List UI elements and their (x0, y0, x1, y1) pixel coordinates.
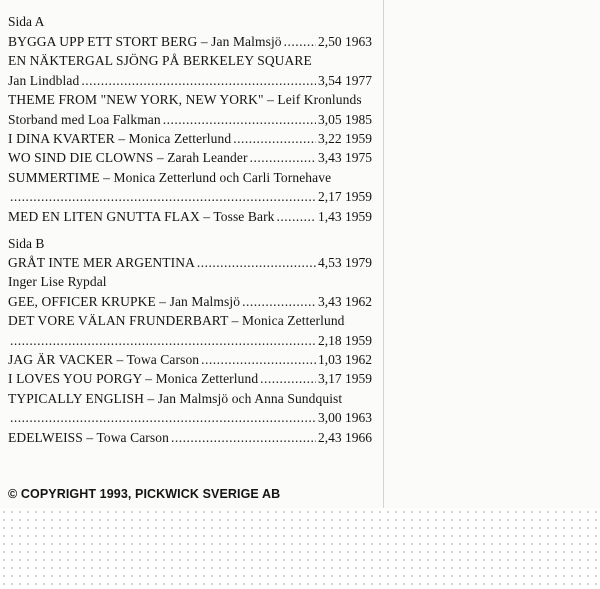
track-text: I LOVES YOU PORGY – Monica Zetterlund (8, 371, 259, 387)
side-b-heading: Sida B (8, 236, 45, 251)
track-line (8, 370, 372, 388)
track-text: THEME FROM "NEW YORK, NEW YORK" – Leif Kronlunds (8, 92, 362, 108)
dot-leader (163, 111, 316, 129)
track-line (8, 409, 372, 427)
track-line (8, 188, 372, 206)
dot-leader (260, 370, 316, 388)
track-duration-year: 3,54 1977 (318, 72, 372, 88)
track-duration-year: 3,22 1959 (318, 131, 372, 146)
track-text: DET VORE VÄLAN FRUNDERBART – Monica Zetterlund (8, 313, 345, 329)
track-text: JAG ÄR VACKER – Towa Carson (8, 352, 200, 367)
track-line (8, 332, 372, 350)
track-duration-year: 4,53 1979 (318, 255, 372, 270)
track-line (8, 130, 372, 148)
copyright-notice: © COPYRIGHT 1993, PICKWICK SVERIGE AB (8, 487, 281, 501)
dotted-background (0, 508, 600, 589)
track-text: Storband med Loa Falkman (8, 111, 161, 127)
side-a-heading: Sida A (8, 14, 45, 29)
track-text: GEE, OFFICER KRUPKE – Jan Malmsjö (8, 293, 241, 309)
track-text: SUMMERTIME – Monica Zetterlund och Carli Tornehave (8, 169, 332, 185)
dot-leader (171, 429, 316, 447)
dot-leader (10, 188, 316, 206)
track-line (8, 208, 372, 226)
track-text: I DINA KVARTER – Monica Zetterlund (8, 131, 232, 146)
track-duration-year: 3,05 1985 (318, 111, 372, 127)
track-line (8, 169, 372, 187)
dot-leader (284, 33, 316, 51)
track-line (8, 91, 372, 109)
track-line (8, 111, 372, 129)
dot-leader (197, 254, 316, 272)
track-duration-year: 2,17 1959 (318, 189, 372, 205)
track-duration-year: 3,43 1975 (318, 150, 372, 166)
fold-line (383, 0, 384, 508)
dot-leader (10, 332, 316, 350)
track-text: Jan Lindblad (8, 72, 80, 88)
track-duration-year: 3,17 1959 (318, 371, 372, 387)
track-line (8, 293, 372, 311)
track-line (8, 312, 372, 330)
dot-leader (233, 130, 316, 148)
track-duration-year: 2,50 1963 (318, 34, 372, 49)
dot-leader (201, 351, 316, 369)
track-line (8, 33, 372, 51)
track-duration-year: 2,18 1959 (318, 332, 372, 348)
track-text: EN NÄKTERGAL SJÖNG PÅ BERKELEY SQUARE (8, 53, 312, 69)
track-text: WO SIND DIE CLOWNS – Zarah Leander (8, 150, 248, 166)
track-duration-year: 2,43 1966 (318, 429, 372, 445)
track-line (8, 72, 372, 90)
track-text: BYGGA UPP ETT STORT BERG – Jan Malmsjö (8, 34, 282, 49)
track-text: GRÅT INTE MER ARGENTINA (8, 255, 195, 270)
track-line (8, 351, 372, 369)
track-line (8, 390, 372, 408)
track-line (8, 52, 372, 70)
dot-leader (242, 293, 316, 311)
track-text: TYPICALLY ENGLISH – Jan Malmsjö och Anna Sundquist (8, 390, 343, 406)
track-line (8, 273, 372, 291)
dot-leader (277, 208, 316, 226)
track-line (8, 254, 372, 272)
dot-leader (10, 409, 316, 427)
track-text: EDELWEISS – Towa Carson (8, 429, 169, 445)
track-text: MED EN LITEN GNUTTA FLAX – Tosse Bark (8, 208, 275, 224)
dot-leader (250, 149, 316, 167)
track-duration-year: 1,03 1962 (318, 352, 372, 367)
track-text: Inger Lise Rypdal (8, 274, 107, 290)
track-line (8, 149, 372, 167)
track-duration-year: 3,00 1963 (318, 410, 372, 426)
dot-leader (81, 72, 316, 90)
track-duration-year: 3,43 1962 (318, 293, 372, 309)
track-line (8, 429, 372, 447)
track-duration-year: 1,43 1959 (318, 208, 372, 224)
